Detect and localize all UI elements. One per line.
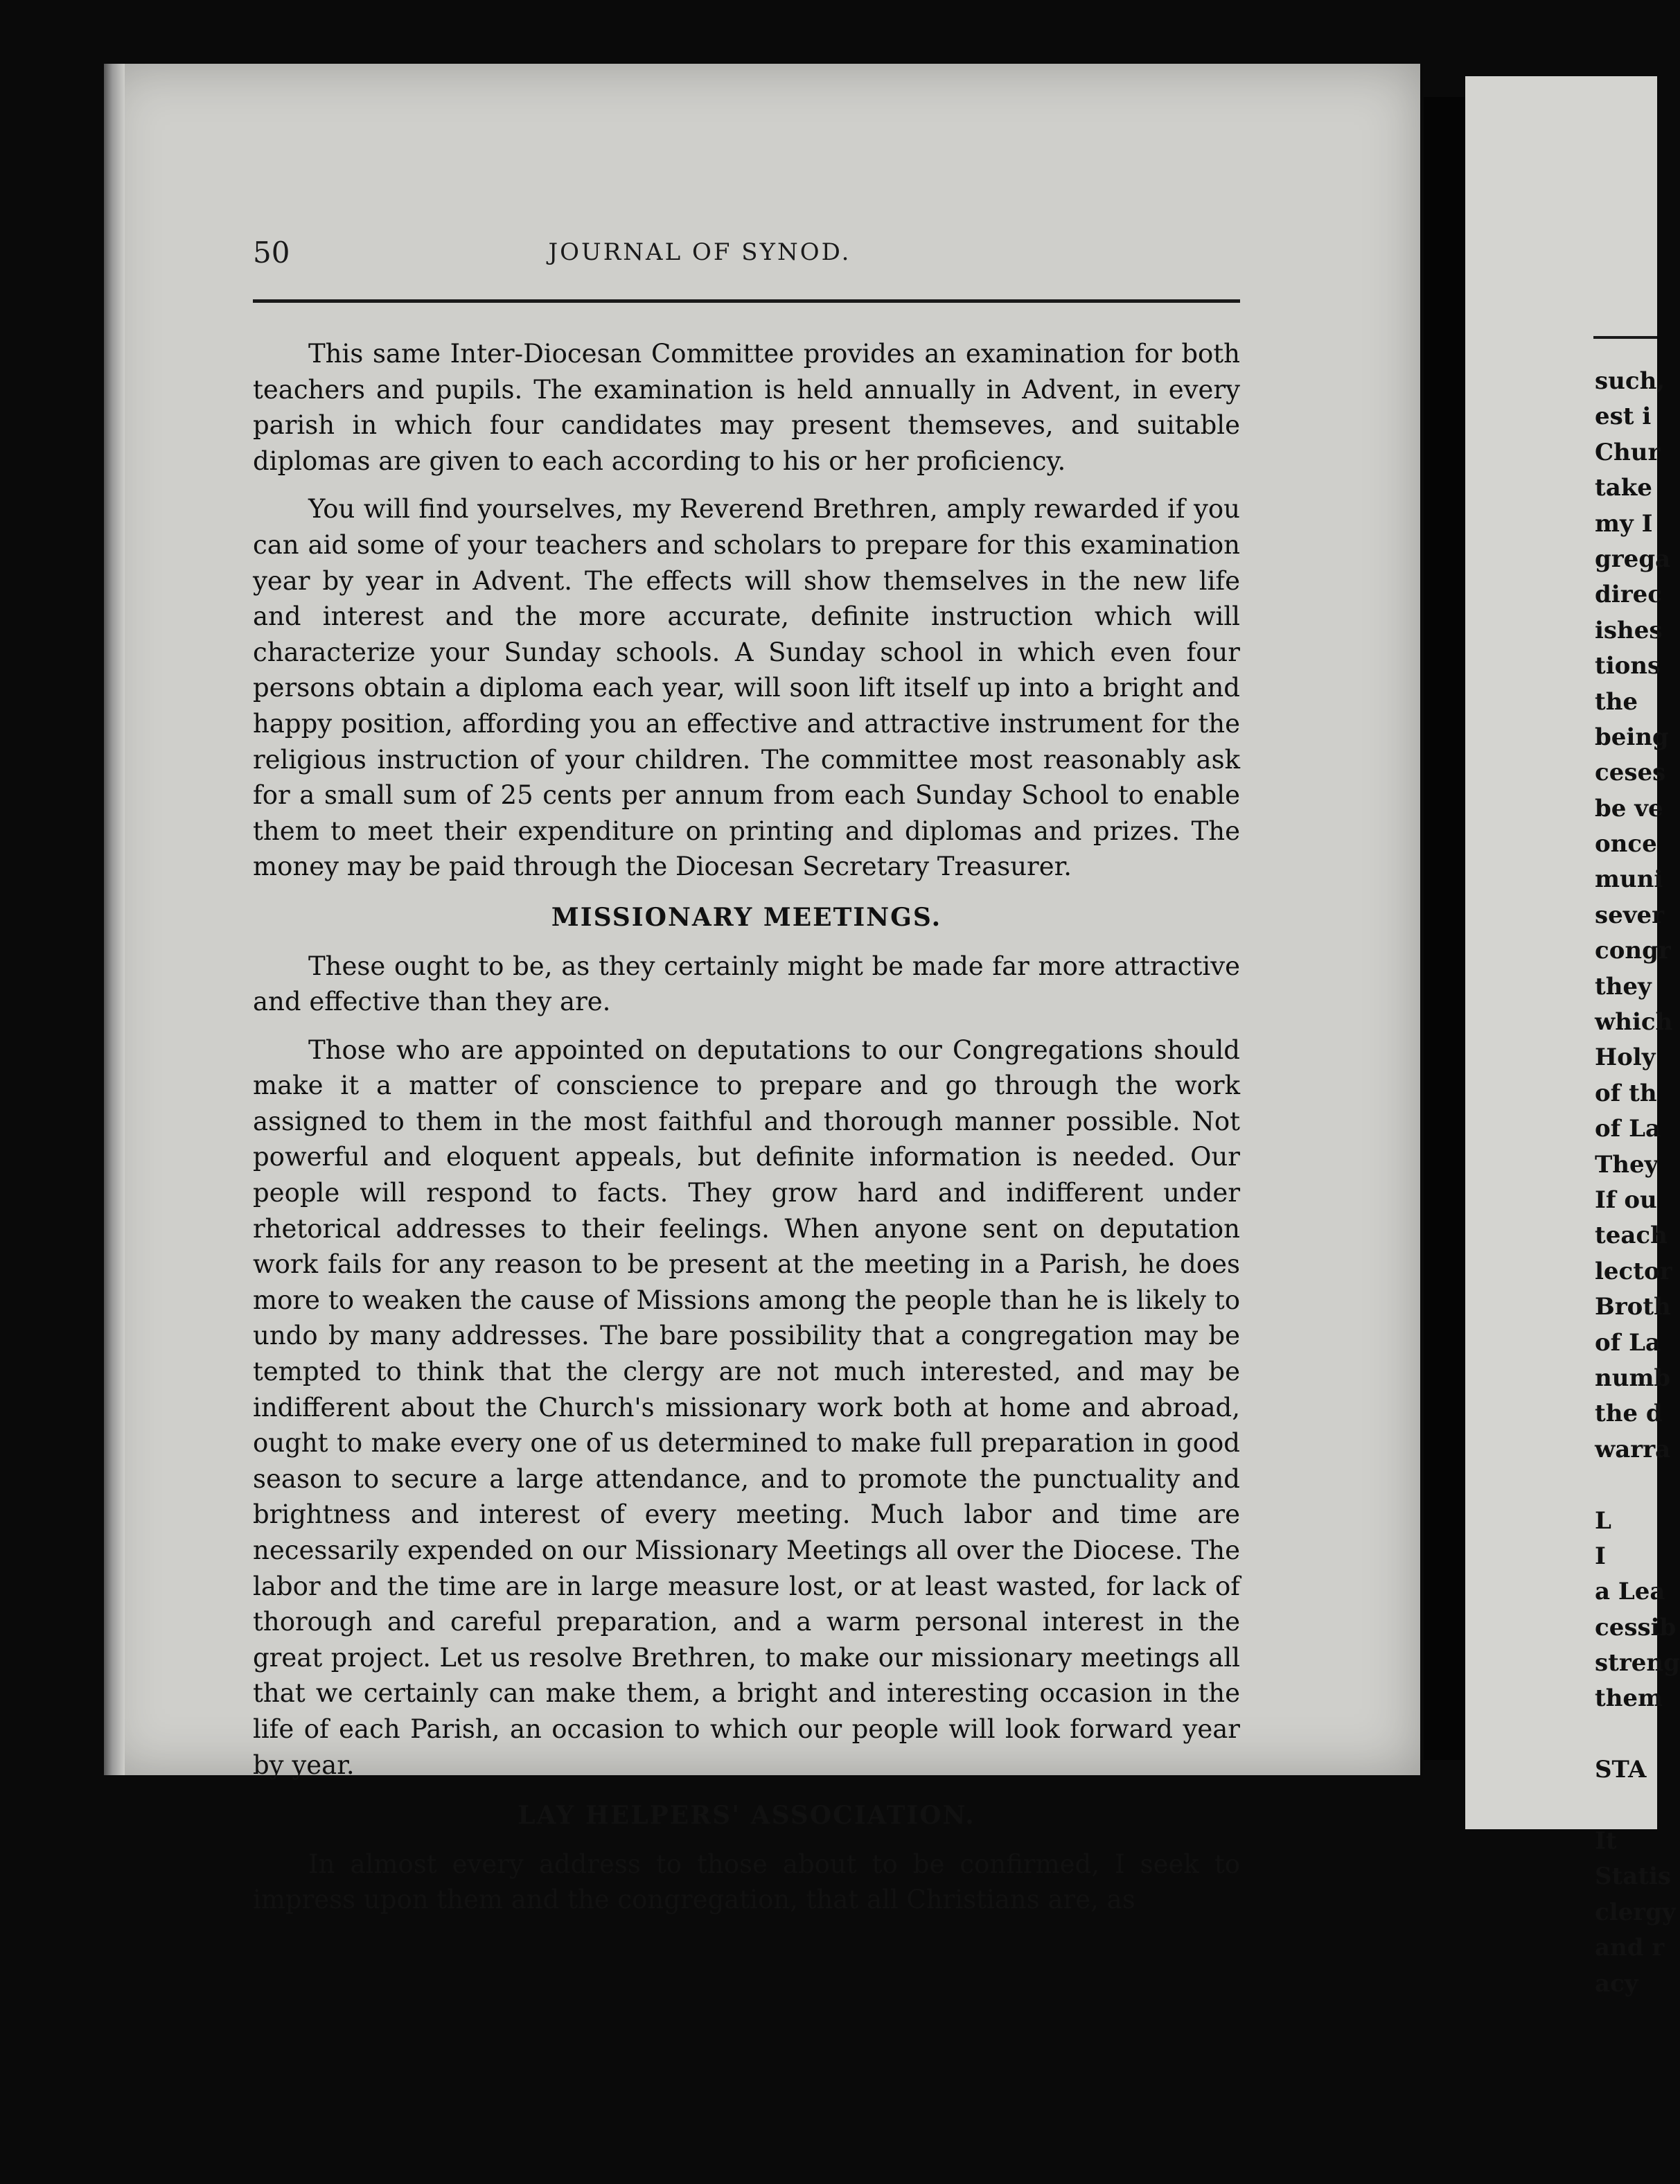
- facing-page-line: ceses: [1595, 759, 1666, 787]
- facing-page-line: the d: [1595, 1400, 1663, 1428]
- facing-page-text: [1595, 364, 1680, 2002]
- facing-page-line: I: [1595, 1542, 1606, 1570]
- facing-page-line: which: [1595, 1008, 1673, 1037]
- facing-page-line: [1595, 1788, 1657, 1824]
- section-heading-lay-helpers: LAY HELPERS' ASSOCIATION.: [518, 1801, 975, 1831]
- facing-page-line: It: [1595, 1827, 1617, 1856]
- facing-page-line: Statis: [1595, 1862, 1672, 1891]
- facing-page-line: numb: [1595, 1364, 1671, 1392]
- facing-page-line: If ou: [1595, 1186, 1657, 1214]
- facing-page-line: [1595, 1717, 1657, 1752]
- facing-page-line: direc: [1595, 581, 1662, 609]
- facing-page-line: teach: [1595, 1222, 1668, 1250]
- facing-page-line: grega: [1595, 545, 1671, 573]
- page-header: [149, 229, 1250, 270]
- facing-page-line: STA: [1595, 1756, 1647, 1784]
- facing-page-line: ishes: [1595, 616, 1663, 644]
- facing-page-line: my I: [1595, 509, 1653, 538]
- facing-page-line: cessib: [1595, 1613, 1677, 1641]
- header-rule: [253, 299, 1240, 303]
- facing-page-line: congr: [1595, 937, 1671, 965]
- section-heading-missionary: MISSIONARY MEETINGS.: [551, 902, 942, 932]
- facing-page-line: once: [1595, 830, 1657, 858]
- facing-page-line: clergy: [1595, 1898, 1676, 1926]
- facing-page-line: lector: [1595, 1257, 1672, 1285]
- facing-page-line: Holy: [1595, 1043, 1656, 1072]
- facing-page-line: take: [1595, 474, 1652, 502]
- facing-page-line: of La: [1595, 1115, 1661, 1143]
- paragraph: These ought to be, as they certainly might be made far more attractive and effective than they are.: [253, 951, 1240, 1017]
- paragraph: This same Inter-Diocesan Committee provides an examination for both teachers and pupils. The examination is held annually in Advent, in every parish in which four candidates may present themseves, and suitable diplomas are given to each according to his or her proficiency.: [253, 339, 1240, 476]
- facing-page-line: est i: [1595, 403, 1652, 431]
- facing-page-line: muni: [1595, 865, 1663, 894]
- facing-page-line: They: [1595, 1150, 1659, 1179]
- body-text: [253, 336, 1240, 1918]
- facing-page-line: being: [1595, 723, 1669, 751]
- facing-page-line: be ve: [1595, 794, 1663, 822]
- facing-page-line: L: [1595, 1506, 1611, 1535]
- facing-page-line: tions: [1595, 652, 1661, 680]
- facing-page-line: [1595, 1468, 1657, 1503]
- facing-page-line: warra: [1595, 1435, 1671, 1463]
- facing-page-line: them: [1595, 1684, 1663, 1713]
- paragraph: Those who are appointed on deputations to our Congregations should make it a matter of conscience to prepare and go through the work assigned to them in the most faithful and thorough manner possible. Not powerful and eloquent appeals, but definite information is needed. Our people will respond to facts. They grow hard and indifferent under rhetorical addresses to their feelings. When anyone sent on deputation work fails for any reason to be present at the meeting in a Parish, he does more to weaken the cause of Missions among the people than he is likely to undo by many addresses. The bare possibility that a congregation may be tempted to think that the clergy are not much interested, and may be indifferent about the Church's missionary work both at home and abroad, ought to make every one of us determined to make full preparation in good season to secure a large attendance, and to promote the punctuality and brightness and interest of every meeting. Much labor and time are necessarily expended on our Missionary Meetings all over the Diocese. The labor and the time are in large measure lost, or at least wasted, for lack of thorough and careful preparation, and a warm personal interest in the great project. Let us resolve Brethren, to make our missionary meetings all that we certainly can make them, a bright and interesting occasion in the life of each Parish, an occasion to which our people will look forward year by year.: [253, 1034, 1240, 1780]
- facing-page-line: of La: [1595, 1328, 1661, 1357]
- facing-page-line: a Lea: [1595, 1578, 1665, 1606]
- facing-page-line: such,: [1595, 367, 1665, 395]
- facing-page-line: of th: [1595, 1079, 1657, 1107]
- facing-page-line: Broth: [1595, 1293, 1671, 1321]
- facing-page-line: Chur: [1595, 438, 1661, 466]
- facing-page-line: acy: [1595, 1969, 1638, 1998]
- facing-page-line: they: [1595, 972, 1652, 1001]
- running-title: JOURNAL OF SYNOD.: [548, 238, 851, 266]
- facing-page-line: sever: [1595, 901, 1665, 929]
- book-gutter: [1424, 97, 1465, 1760]
- paragraph: You will find yourselves, my Reverend Brethren, amply rewarded if you can aid some of your teachers and scholars to prepare for this examination year by year in Advent. The effects will show themselves in the new life and interest and the more accurate, definite instruction which will characterize your Sunday schools. A Sunday school in which even four persons obtain a diploma each year, will soon lift itself up into a bright and happy position, affording you an effective and attractive instrument for the religious instruction of your children. The committee most reasonably ask for a small sum of 25 cents per annum from each Sunday School to enable them to meet their expenditure on printing and diplomas and prizes. The money may be paid through the Diocesan Secretary Treasurer.: [253, 494, 1240, 882]
- facing-page-rule: [1593, 336, 1657, 339]
- facing-page-line: streng: [1595, 1649, 1680, 1677]
- paragraph: In almost every address to those about to be confirmed, I seek to impress upon them and the congregation, that all Christians are, as: [253, 1849, 1240, 1915]
- page-number: 50: [253, 236, 290, 270]
- facing-page-line: and r: [1595, 1934, 1665, 1962]
- facing-page-line: the: [1595, 687, 1638, 716]
